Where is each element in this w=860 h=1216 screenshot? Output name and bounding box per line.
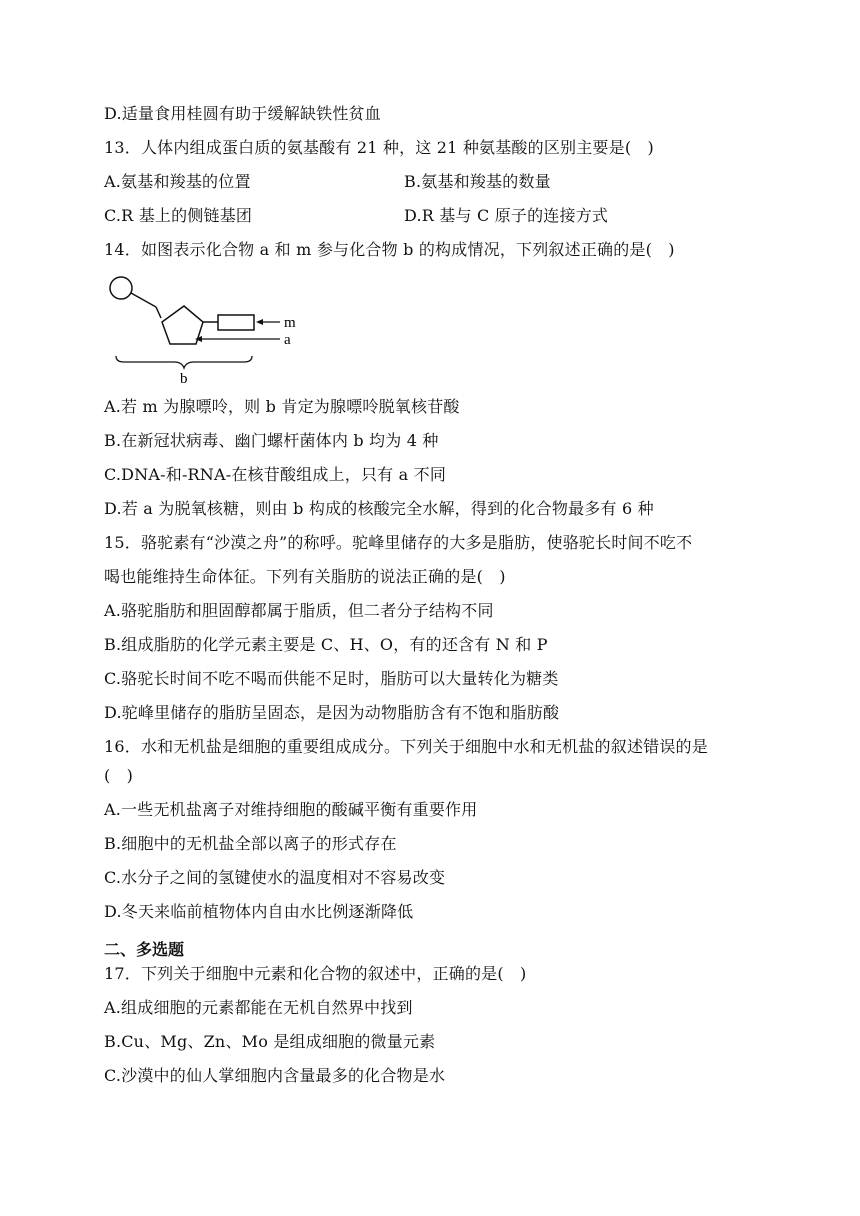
q13-options-row2	[104, 206, 764, 226]
line-option-d-prev: D.适量食用桂圆有助于缓解缺铁性贫血	[104, 104, 381, 123]
q14-option-d: D.若 a 为脱氧核糖，则由 b 构成的核酸完全水解，得到的化合物最多有 6 种	[104, 499, 654, 518]
q14-option-c: C.DNA-和-RNA-在核苷酸组成上，只有 a 不同	[104, 465, 447, 484]
q17-option-b: B.Cu、Mg、Zn、Mo 是组成细胞的微量元素	[104, 1032, 436, 1051]
phosphate-bond	[131, 293, 156, 307]
question-15-line1: 15．骆驼素有“沙漠之舟”的称呼。驼峰里储存的大多是脂肪，使骆驼长时间不吃不	[104, 533, 693, 552]
label-a: a	[284, 332, 291, 348]
q14-option-a: A.若 m 为腺嘌呤，则 b 肯定为腺嘌呤脱氧核苷酸	[104, 397, 460, 416]
q15-option-a: A.骆驼脂肪和胆固醇都属于脂质，但二者分子结构不同	[104, 601, 494, 620]
q14-option-b: B.在新冠状病毒、幽门螺杆菌体内 b 均为 4 种	[104, 431, 439, 450]
q13-option-c: C.R 基上的侧链基团	[104, 206, 253, 225]
q17-option-a: A.组成细胞的元素都能在无机自然界中找到	[104, 998, 413, 1017]
q16-option-c: C.水分子之间的氢键使水的温度相对不容易改变	[104, 868, 446, 887]
q15-option-d: D.驼峰里储存的脂肪呈固态，是因为动物脂肪含有不饱和脂肪酸	[104, 703, 560, 722]
question-15-line2: 喝也能维持生命体征。下列有关脂肪的说法正确的是( )	[104, 567, 506, 586]
question-16-line1: 16．水和无机盐是细胞的重要组成成分。下列关于细胞中水和无机盐的叙述错误的是	[104, 737, 708, 756]
q15-option-c: C.骆驼长时间不吃不喝而供能不足时，脂肪可以大量转化为糖类	[104, 669, 559, 688]
phosphate-circle	[110, 277, 132, 299]
question-17: 17．下列关于细胞中元素和化合物的叙述中，正确的是( )	[104, 964, 527, 983]
question-13: 13．人体内组成蛋白质的氨基酸有 21 种，这 21 种氨基酸的区别主要是( )	[104, 138, 654, 157]
brace-b	[116, 356, 252, 368]
q13-option-d: D.R 基与 C 原子的连接方式	[404, 206, 609, 225]
base-rectangle	[218, 315, 254, 330]
nucleotide-diagram	[104, 272, 314, 390]
q16-option-d: D.冬天来临前植物体内自由水比例逐渐降低	[104, 902, 414, 921]
question-14: 14．如图表示化合物 a 和 m 参与化合物 b 的构成情况，下列叙述正确的是( )	[104, 240, 675, 259]
q15-option-b: B.组成脂肪的化学元素主要是 C、H、O，有的还含有 N 和 P	[104, 635, 548, 654]
question-16-line2: ( )	[104, 766, 134, 785]
q13-options-row1	[104, 172, 764, 192]
label-m: m	[284, 315, 296, 331]
q13-option-b: B.氨基和羧基的数量	[404, 172, 551, 191]
q16-option-b: B.细胞中的无机盐全部以离子的形式存在	[104, 834, 397, 853]
q17-option-c: C.沙漠中的仙人掌细胞内含量最多的化合物是水	[104, 1066, 446, 1085]
section-heading-multiple-choice: 二、多选题	[104, 940, 185, 959]
label-b: b	[180, 371, 188, 387]
q13-option-a: A.氨基和羧基的位置	[104, 172, 251, 191]
q16-option-a: A.一些无机盐离子对维持细胞的酸碱平衡有重要作用	[104, 800, 478, 819]
